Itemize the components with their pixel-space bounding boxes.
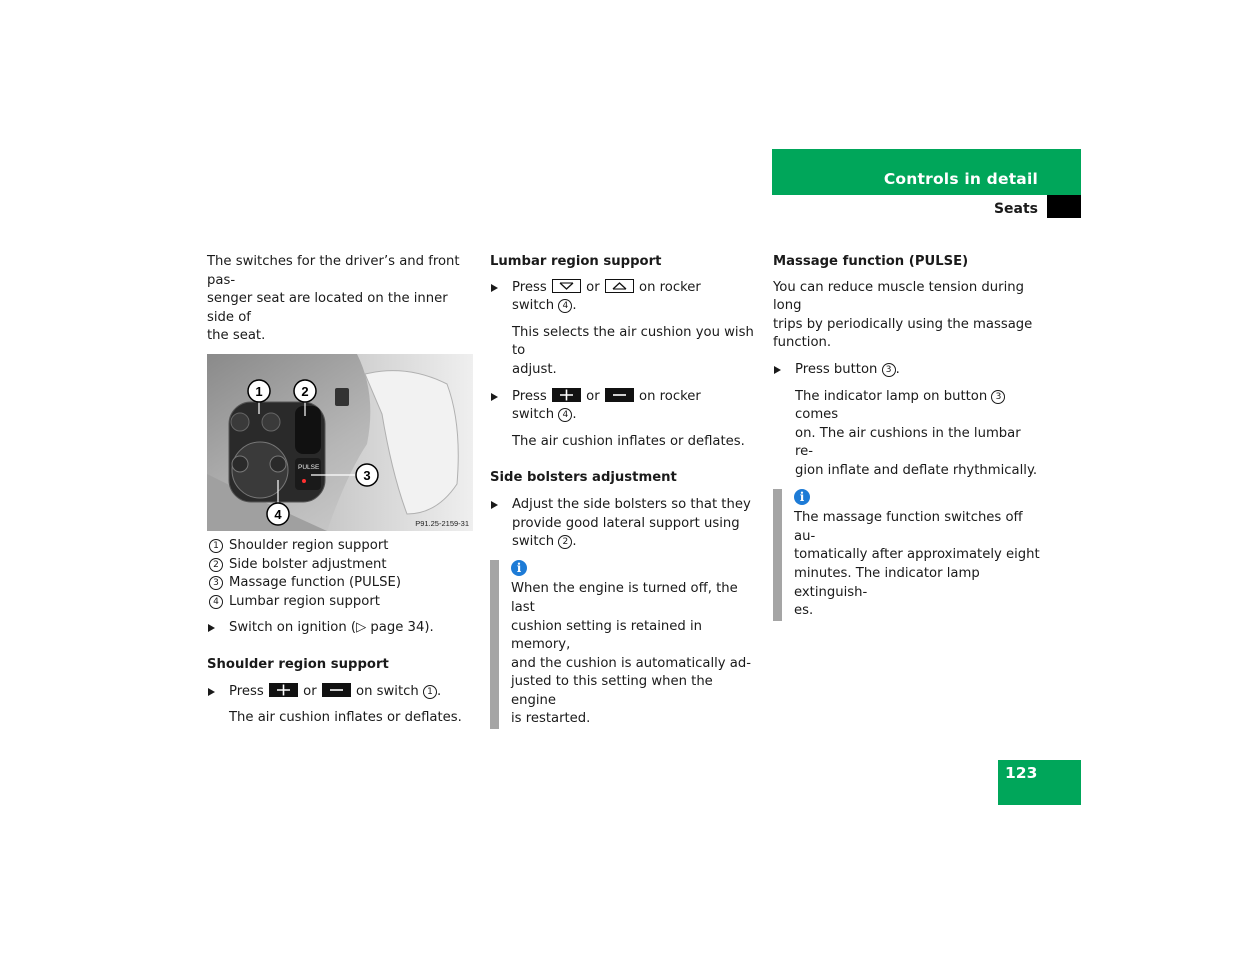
section-title: Controls in detail [883, 170, 1038, 188]
figure-code: P91.25-2159-31 [415, 518, 469, 528]
callout-4 [267, 503, 289, 525]
massage-heading: Massage function (PULSE) [773, 254, 969, 269]
bullet-arrow-icon [208, 688, 215, 696]
info-bar [773, 489, 782, 621]
plus-key-icon [552, 388, 581, 402]
info-box-auto-off [773, 489, 1041, 621]
legend-item: 1 Shoulder region support [207, 537, 475, 556]
step-lumbar-select: Press or on rocker switch 4 . [490, 279, 758, 316]
seat-switch-photo [207, 354, 473, 531]
callout-1 [248, 380, 270, 402]
bullet-arrow-icon [208, 624, 215, 632]
step-bolster: Adjust the side bolsters so that they provide good lateral support using switch 2 . [490, 496, 758, 552]
minus-key-icon [605, 388, 634, 402]
page-ref-arrow-icon: ▷ [356, 620, 367, 636]
info-bar [490, 560, 499, 729]
section-header-bar [772, 149, 1081, 195]
svg-text:4: 4 [274, 506, 282, 522]
column-2 [490, 253, 758, 729]
page-number-box [998, 760, 1081, 805]
step-press-pulse: Press button 3 . [773, 361, 1041, 380]
bullet-arrow-icon [774, 366, 781, 374]
legend-item: 2 Side bolster adjustment [207, 556, 475, 575]
callout-3 [356, 464, 378, 486]
intro-text: The switches for the driver’s and front pas- senger seat are located on the inner side of the seat. [207, 254, 460, 344]
info-box-memory [490, 560, 758, 729]
subsection-title: Seats [993, 201, 1038, 217]
svg-text:1: 1 [255, 383, 263, 399]
bolster-heading: Side bolsters adjustment [490, 470, 677, 486]
bullet-arrow-icon [491, 284, 498, 292]
rocker-up-key-icon [605, 279, 634, 293]
info-text: When the engine is turned off, the last cushion setting is retained in memory, and the cushion is automatically ad- justed to this setting when the engine is restarted. [511, 581, 751, 727]
pulse-result: The indicator lamp on button 3 comes on. The air cushions in the lumbar re- gion inflate and deflate rhythmically. [795, 388, 1038, 478]
step-shoulder-press: Press or on switch 1 . [207, 683, 475, 702]
legend-item: 4 Lumbar region support [207, 593, 475, 612]
page-number: 123 [1005, 764, 1038, 782]
column-3 [773, 253, 1041, 621]
info-icon: i [794, 489, 810, 505]
massage-intro: You can reduce muscle tension during long trips by periodically using the massage function. [773, 279, 1033, 351]
plus-key-icon [269, 683, 298, 697]
lumbar-select-result: This selects the air cushion you wish to adjust. [512, 324, 754, 377]
lumbar-inflate-result: The air cushion inflates or deflates. [512, 433, 745, 449]
callout-2 [294, 380, 316, 402]
lumbar-heading: Lumbar region support [490, 254, 662, 269]
pulse-label: PULSE [298, 463, 320, 471]
bullet-arrow-icon [491, 501, 498, 509]
info-text: The massage function switches off au- tomatically after approximately eight minutes. The indicator lamp extinguish- es. [794, 510, 1040, 619]
header-marker-block [1047, 195, 1081, 218]
step-lumbar-inflate: Press or on rocker switch 4 . [490, 388, 758, 425]
seat-switch-figure [207, 354, 473, 531]
svg-text:3: 3 [363, 467, 371, 483]
bullet-arrow-icon [491, 393, 498, 401]
legend-item: 3 Massage function (PULSE) [207, 574, 475, 593]
shoulder-heading: Shoulder region support [207, 656, 389, 672]
legend-list [207, 537, 475, 611]
column-1 [207, 253, 475, 728]
info-icon: i [511, 560, 527, 576]
shoulder-result: The air cushion inflates or deflates. [229, 710, 462, 726]
step-switch-on-ignition: Switch on ignition (▷ page 34). [207, 619, 475, 638]
svg-text:2: 2 [301, 383, 309, 399]
rocker-down-key-icon [552, 279, 581, 293]
minus-key-icon [322, 683, 351, 697]
